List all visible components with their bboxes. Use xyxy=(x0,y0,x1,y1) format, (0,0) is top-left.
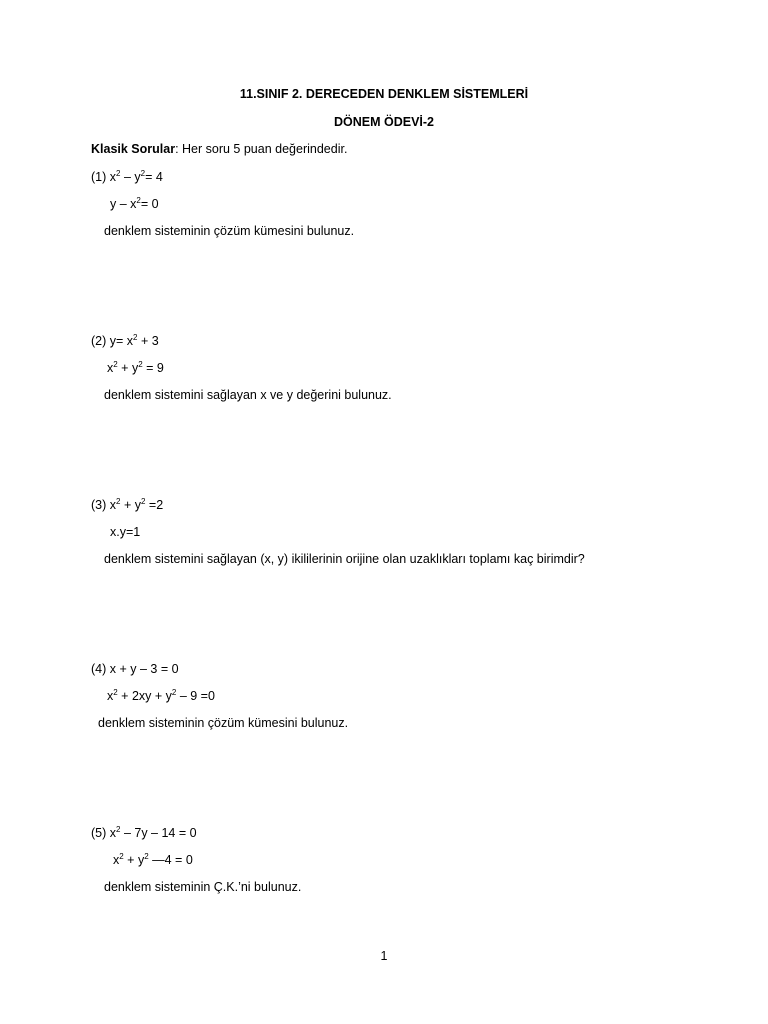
question-1-instruction: denklem sisteminin çözüm kümesini bulunuz. xyxy=(104,224,355,238)
question-3-equation-2: x.y=1 xyxy=(110,525,141,539)
question-4-equation-1: (4) x + y – 3 = 0 xyxy=(91,662,179,676)
question-4-instruction: denklem sisteminin çözüm kümesini bulunuz. xyxy=(98,716,349,730)
question-number: (2) xyxy=(91,334,107,348)
question-number: (3) xyxy=(91,498,107,512)
question-3-equation-1: (3) $x^2 + y^2 =2$ xyxy=(91,497,164,512)
document-title: 11.SINIF 2. DERECEDEN DENKLEM SİSTEMLERİ xyxy=(239,87,529,101)
question-number: (4) xyxy=(91,662,107,676)
question-4-equation-2: $x^2 + 2xy + y^2 - 9 =0$ xyxy=(107,688,215,703)
question-3-instruction: denklem sistemini sağlayan (x, y) ikililerinin orijine olan uzaklıkları toplamı kaç birimdir? xyxy=(104,552,585,566)
question-2-equation-2: $x^2 + y^2 = 9$ xyxy=(107,360,164,375)
question-5-instruction: denklem sisteminin Ç.K.’ni bulunuz. xyxy=(104,880,302,894)
page-number: 1 xyxy=(380,949,388,963)
intro-line xyxy=(91,142,347,156)
question-1-equation-2: $y - x^2= 0$ xyxy=(110,196,159,211)
question-5-equation-1: (5) $x^2 - 7y - 14 = 0$ xyxy=(91,825,197,840)
question-number: (1) xyxy=(91,170,107,184)
question-2-instruction: denklem sistemini sağlayan x ve y değerini bulunuz. xyxy=(104,388,392,402)
question-1-equation-1: (1) $x^2 - y^2= 4$ xyxy=(91,169,163,184)
intro-label: Klasik Sorular xyxy=(91,142,176,156)
question-2-equation-1: (2) $y= x^2 + 3$ xyxy=(91,333,159,348)
question-5-equation-2: $x^2 + y^2$ —4 = 0 xyxy=(113,852,193,867)
question-number: (5) xyxy=(91,826,107,840)
document-subtitle: DÖNEM ÖDEVİ-2 xyxy=(333,115,434,129)
intro-text: : Her soru 5 puan değerindedir. xyxy=(175,142,348,156)
